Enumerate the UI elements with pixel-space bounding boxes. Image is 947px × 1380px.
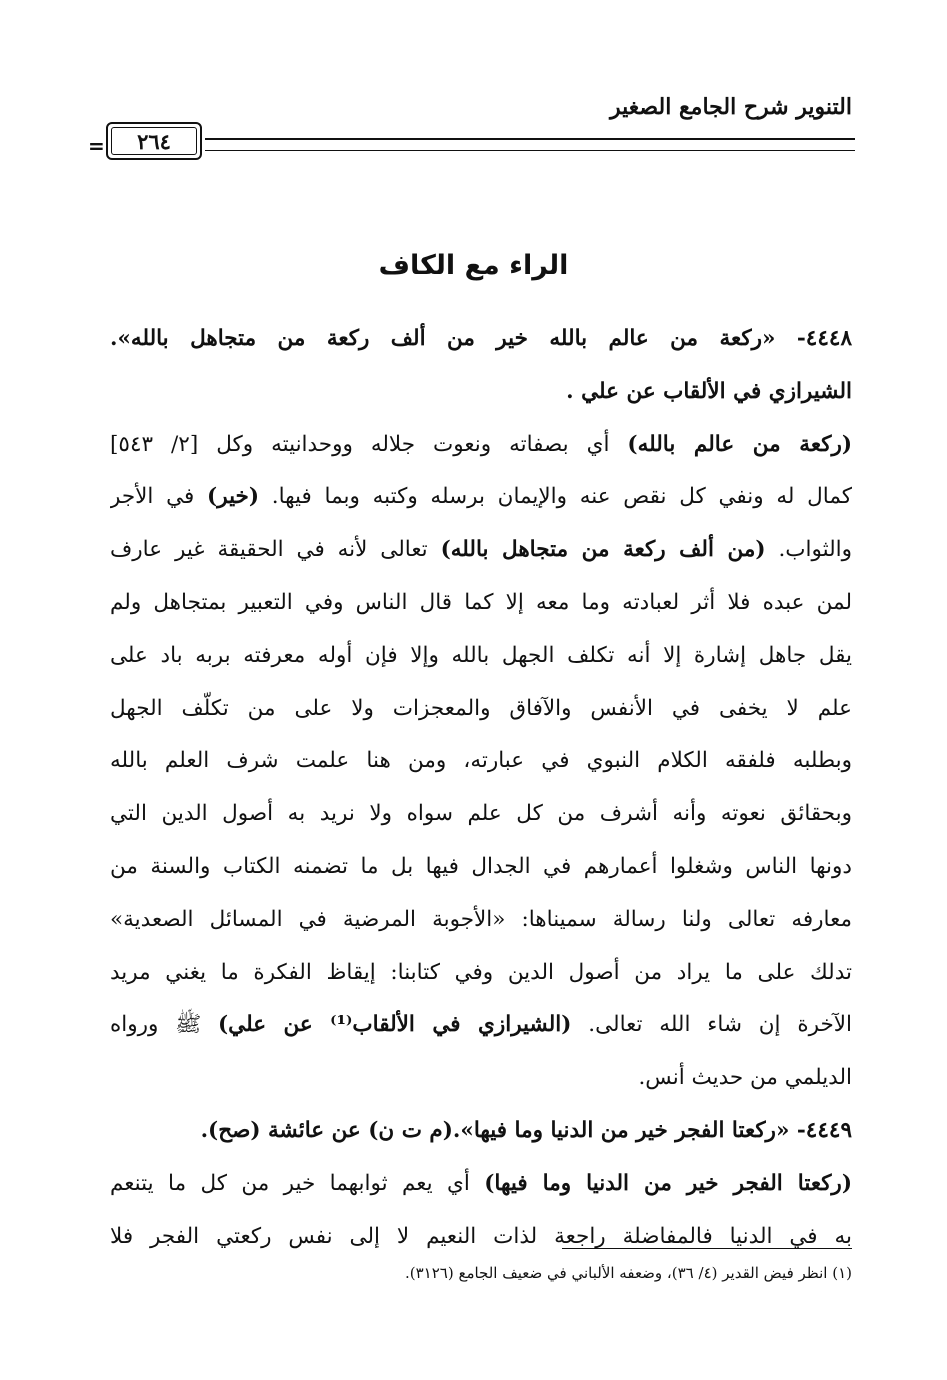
text-line <box>110 788 852 841</box>
text-segment: أي يعم ثوابهما خير من كل ما يتنعم <box>110 1170 485 1196</box>
bold-segment: الشيرازي في الألقاب عن علي . <box>566 378 852 404</box>
text-line <box>110 471 852 524</box>
text-line <box>110 630 852 683</box>
bold-segment: ٤٤٤٨- «ركعة من عالم بالله خير من ألف ركعة من متجاهل بالله». <box>110 326 852 351</box>
text-line <box>110 947 852 1000</box>
text-segment: تدلك على ما يراد من أصول الدين وفي كتابنا: إيقاظ الفكرة ما يغني مريد <box>110 959 852 985</box>
text-segment: معارفه تعالى ولنا رسالة سميناها: «الأجوبة المرضية في المسائل الصعدية» <box>110 906 852 932</box>
text-segment: وبحقائق نعوته وأنه أشرف من كل علم سواه ولا نريد به أصول الدين التي <box>110 801 852 827</box>
bold-segment: (من ألف ركعة من متجاهل بالله) <box>440 537 766 563</box>
text-segment: وبطلبه فلفقه الكلام النبوي في عبارته، ومن هنا علمت شرف العلم بالله <box>110 748 852 774</box>
running-header-title: التنوير شرح الجامع الصغير <box>610 94 852 120</box>
text-segment: ﷺ ورواه <box>110 1012 218 1038</box>
text-line <box>110 577 852 630</box>
header-dash: = <box>88 134 105 158</box>
bold-segment: (الشيرازي في الألقاب⁽¹⁾ عن علي) <box>218 1012 572 1038</box>
text-segment: تعالى لأنه في الحقيقة غير عارف <box>110 537 441 563</box>
text-line <box>110 1052 852 1105</box>
text-segment: به في الدنيا فالمفاضلة راجعة لذات النعيم لا إلى نفس ركعتي الفجر فلا <box>110 1223 852 1249</box>
bold-segment: (ركعتا الفجر خير من الدنيا وما فيها) <box>484 1170 852 1196</box>
bold-segment: (ركعة من عالم بالله) <box>627 431 852 457</box>
footnote: (١) انظر فيض القدير (٤/ ٣٦)، وضعفه الألباني في ضعيف الجامع (٣١٢٦). <box>404 1264 852 1282</box>
body-text <box>110 313 852 1263</box>
text-line <box>110 1211 852 1264</box>
text-line <box>110 841 852 894</box>
text-line <box>110 313 852 366</box>
text-segment: في الأجر <box>110 484 208 510</box>
section-heading: الراء مع الكاف <box>378 250 569 281</box>
text-line <box>110 524 852 577</box>
text-segment: الآخرة إن شاء الله تعالى. <box>571 1012 852 1038</box>
footnote-rule <box>562 1248 852 1249</box>
text-segment: أي بصفاته ونعوت جلاله ووحدانيته وكل [٢/ ٥٤٣] <box>110 431 628 457</box>
text-line <box>110 999 852 1052</box>
text-line <box>110 1105 852 1158</box>
text-segment: الديلمي من حديث أنس. <box>638 1065 852 1091</box>
text-line <box>110 894 852 947</box>
bold-segment: ٤٤٤٩- «ركعتا الفجر خير من الدنيا وما فيها».(م ت ن) عن عائشة (صح). <box>200 1117 852 1143</box>
text-line <box>110 366 852 419</box>
page-number-box <box>106 122 202 160</box>
text-line <box>110 683 852 736</box>
text-segment: والثواب. <box>765 537 852 563</box>
text-line <box>110 735 852 788</box>
bold-segment: (خير) <box>207 484 260 510</box>
text-line <box>110 1158 852 1211</box>
text-segment: كمال له ونفي كل نقص عنه والإيمان برسله وكتبه وبما فيها. <box>259 484 852 510</box>
page-number: ٢٦٤ <box>137 128 171 154</box>
text-segment: علم لا يخفى في الأنفس والآفاق والمعجزات ولا على من تكلّف الجهل <box>110 695 852 721</box>
text-segment: دونها الناس وشغلوا أعمارهم في الجدال فيها بل ما تضمنه الكتاب والسنة من <box>110 853 852 879</box>
text-line <box>110 419 852 472</box>
header-double-rule <box>205 138 855 151</box>
text-segment: لمن عبده فلا أثر لعبادته وما معه إلا كما قال الناس وفي التعبير بمتجاهل ولم <box>110 589 852 615</box>
text-segment: يقل جاهل إشارة إلا أنه تكلف الجهل بالله وإلا فإن أوله معرفته بربه باد على <box>110 642 852 668</box>
